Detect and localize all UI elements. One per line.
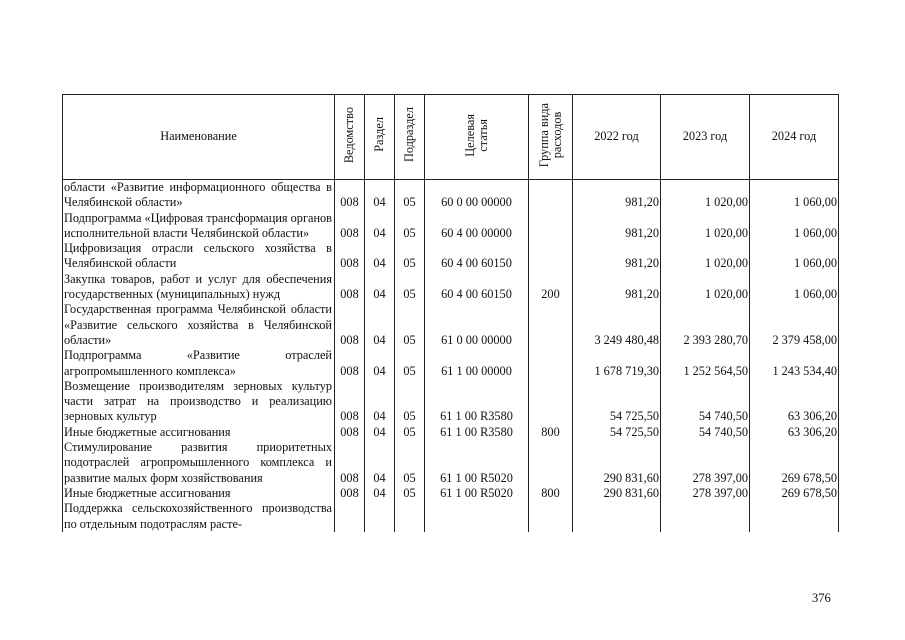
cell-2024: 63 306,20 (750, 425, 839, 440)
cell-2024: 1 060,00 (750, 180, 839, 211)
cell-section: 04 (365, 379, 395, 425)
cell-dept (335, 501, 365, 532)
table-row (63, 302, 839, 348)
cell-section: 04 (365, 180, 395, 211)
cell-subsection: 05 (395, 425, 425, 440)
cell-2024 (750, 501, 839, 532)
cell-target: 60 0 00 00000 (425, 180, 529, 211)
cell-group (529, 379, 573, 425)
header-dept: Ведомство (335, 95, 365, 180)
cell-dept: 008 (335, 241, 365, 272)
cell-name: Государственная программа Челябинской области «Развитие сельского хозяйства в Челябинской области» (63, 302, 335, 348)
cell-2023: 2 393 280,70 (661, 302, 750, 348)
cell-subsection (395, 501, 425, 532)
page-number: 376 (812, 591, 831, 605)
cell-2023: 1 020,00 (661, 241, 750, 272)
cell-target: 61 1 00 R3580 (425, 379, 529, 425)
cell-group (529, 348, 573, 379)
cell-target: 60 4 00 00000 (425, 211, 529, 242)
header-name: Наименование (63, 95, 335, 180)
table-row (63, 440, 839, 486)
cell-2024: 1 243 534,40 (750, 348, 839, 379)
cell-group (529, 241, 573, 272)
cell-name: Цифровизация отрасли сельского хозяйства в Челябинской области (63, 241, 335, 272)
cell-name: Подпрограмма «Развитие отраслей агропромышленного комплекса» (63, 348, 335, 379)
cell-section: 04 (365, 440, 395, 486)
header-section: Раздел (365, 95, 395, 180)
cell-name: Подпрограмма «Цифровая трансформация органов исполнительной власти Челябинской области» (63, 211, 335, 242)
cell-target (425, 501, 529, 532)
budget-table (62, 94, 839, 532)
cell-2023: 1 020,00 (661, 272, 750, 303)
cell-2022: 290 831,60 (573, 440, 661, 486)
table-row (63, 425, 839, 440)
cell-section: 04 (365, 211, 395, 242)
cell-subsection: 05 (395, 440, 425, 486)
cell-2023: 1 020,00 (661, 211, 750, 242)
cell-group (529, 180, 573, 211)
budget-table-container (62, 94, 838, 532)
cell-2022: 981,20 (573, 211, 661, 242)
cell-group: 800 (529, 486, 573, 501)
header-subsection: Подраздел (395, 95, 425, 180)
table-row (63, 501, 839, 532)
cell-2023: 1 252 564,50 (661, 348, 750, 379)
cell-group (529, 501, 573, 532)
table-row (63, 211, 839, 242)
cell-2024: 1 060,00 (750, 272, 839, 303)
cell-2022: 54 725,50 (573, 379, 661, 425)
cell-2023: 278 397,00 (661, 440, 750, 486)
cell-dept: 008 (335, 348, 365, 379)
cell-group (529, 302, 573, 348)
cell-2022: 3 249 480,48 (573, 302, 661, 348)
cell-dept: 008 (335, 272, 365, 303)
cell-section: 04 (365, 272, 395, 303)
table-header-row (63, 95, 839, 180)
table-row (63, 348, 839, 379)
cell-subsection: 05 (395, 180, 425, 211)
cell-2023 (661, 501, 750, 532)
cell-name: Закупка товаров, работ и услуг для обеспечения государственных (муниципальных) нужд (63, 272, 335, 303)
cell-dept: 008 (335, 486, 365, 501)
cell-group: 200 (529, 272, 573, 303)
cell-name: Возмещение производителям зерновых культур части затрат на производство и реализацию зерновых культур (63, 379, 335, 425)
cell-name: Иные бюджетные ассигнования (63, 425, 335, 440)
cell-target: 61 1 00 R5020 (425, 440, 529, 486)
cell-2022: 981,20 (573, 241, 661, 272)
table-row (63, 180, 839, 211)
cell-section: 04 (365, 486, 395, 501)
cell-2022: 54 725,50 (573, 425, 661, 440)
cell-group (529, 211, 573, 242)
table-row (63, 241, 839, 272)
cell-subsection: 05 (395, 272, 425, 303)
cell-dept: 008 (335, 302, 365, 348)
cell-group (529, 440, 573, 486)
cell-section: 04 (365, 425, 395, 440)
cell-2024: 63 306,20 (750, 379, 839, 425)
cell-section (365, 501, 395, 532)
cell-section: 04 (365, 302, 395, 348)
cell-2023: 278 397,00 (661, 486, 750, 501)
cell-2024: 1 060,00 (750, 241, 839, 272)
header-group: Группа вида расходов (529, 95, 573, 180)
cell-name: Стимулирование развития приоритетных подотраслей агропромышленного комплекса и развитие малых форм хозяйствования (63, 440, 335, 486)
cell-2022: 290 831,60 (573, 486, 661, 501)
cell-dept: 008 (335, 211, 365, 242)
cell-2024: 269 678,50 (750, 440, 839, 486)
cell-section: 04 (365, 348, 395, 379)
cell-2022: 1 678 719,30 (573, 348, 661, 379)
cell-2023: 54 740,50 (661, 425, 750, 440)
cell-target: 61 1 00 R3580 (425, 425, 529, 440)
header-target: Целевая статья (425, 95, 529, 180)
table-row (63, 486, 839, 501)
cell-dept: 008 (335, 425, 365, 440)
cell-2022: 981,20 (573, 272, 661, 303)
cell-2024: 1 060,00 (750, 211, 839, 242)
cell-target: 60 4 00 60150 (425, 241, 529, 272)
header-2024: 2024 год (750, 95, 839, 180)
cell-section: 04 (365, 241, 395, 272)
header-2022: 2022 год (573, 95, 661, 180)
header-2023: 2023 год (661, 95, 750, 180)
cell-subsection: 05 (395, 348, 425, 379)
cell-subsection: 05 (395, 241, 425, 272)
cell-2022 (573, 501, 661, 532)
cell-dept: 008 (335, 379, 365, 425)
cell-2023: 54 740,50 (661, 379, 750, 425)
cell-group: 800 (529, 425, 573, 440)
cell-name: Поддержка сельскохозяйственного производства по отдельным подотраслям расте- (63, 501, 335, 532)
cell-2022: 981,20 (573, 180, 661, 211)
cell-target: 61 1 00 00000 (425, 348, 529, 379)
table-row (63, 379, 839, 425)
cell-2024: 2 379 458,00 (750, 302, 839, 348)
cell-subsection: 05 (395, 302, 425, 348)
cell-2023: 1 020,00 (661, 180, 750, 211)
cell-dept: 008 (335, 180, 365, 211)
cell-target: 61 1 00 R5020 (425, 486, 529, 501)
cell-name: Иные бюджетные ассигнования (63, 486, 335, 501)
cell-2024: 269 678,50 (750, 486, 839, 501)
cell-subsection: 05 (395, 379, 425, 425)
table-row (63, 272, 839, 303)
cell-dept: 008 (335, 440, 365, 486)
cell-target: 61 0 00 00000 (425, 302, 529, 348)
cell-name: области «Развитие информационного общества в Челябинской области» (63, 180, 335, 211)
cell-target: 60 4 00 60150 (425, 272, 529, 303)
cell-subsection: 05 (395, 211, 425, 242)
cell-subsection: 05 (395, 486, 425, 501)
